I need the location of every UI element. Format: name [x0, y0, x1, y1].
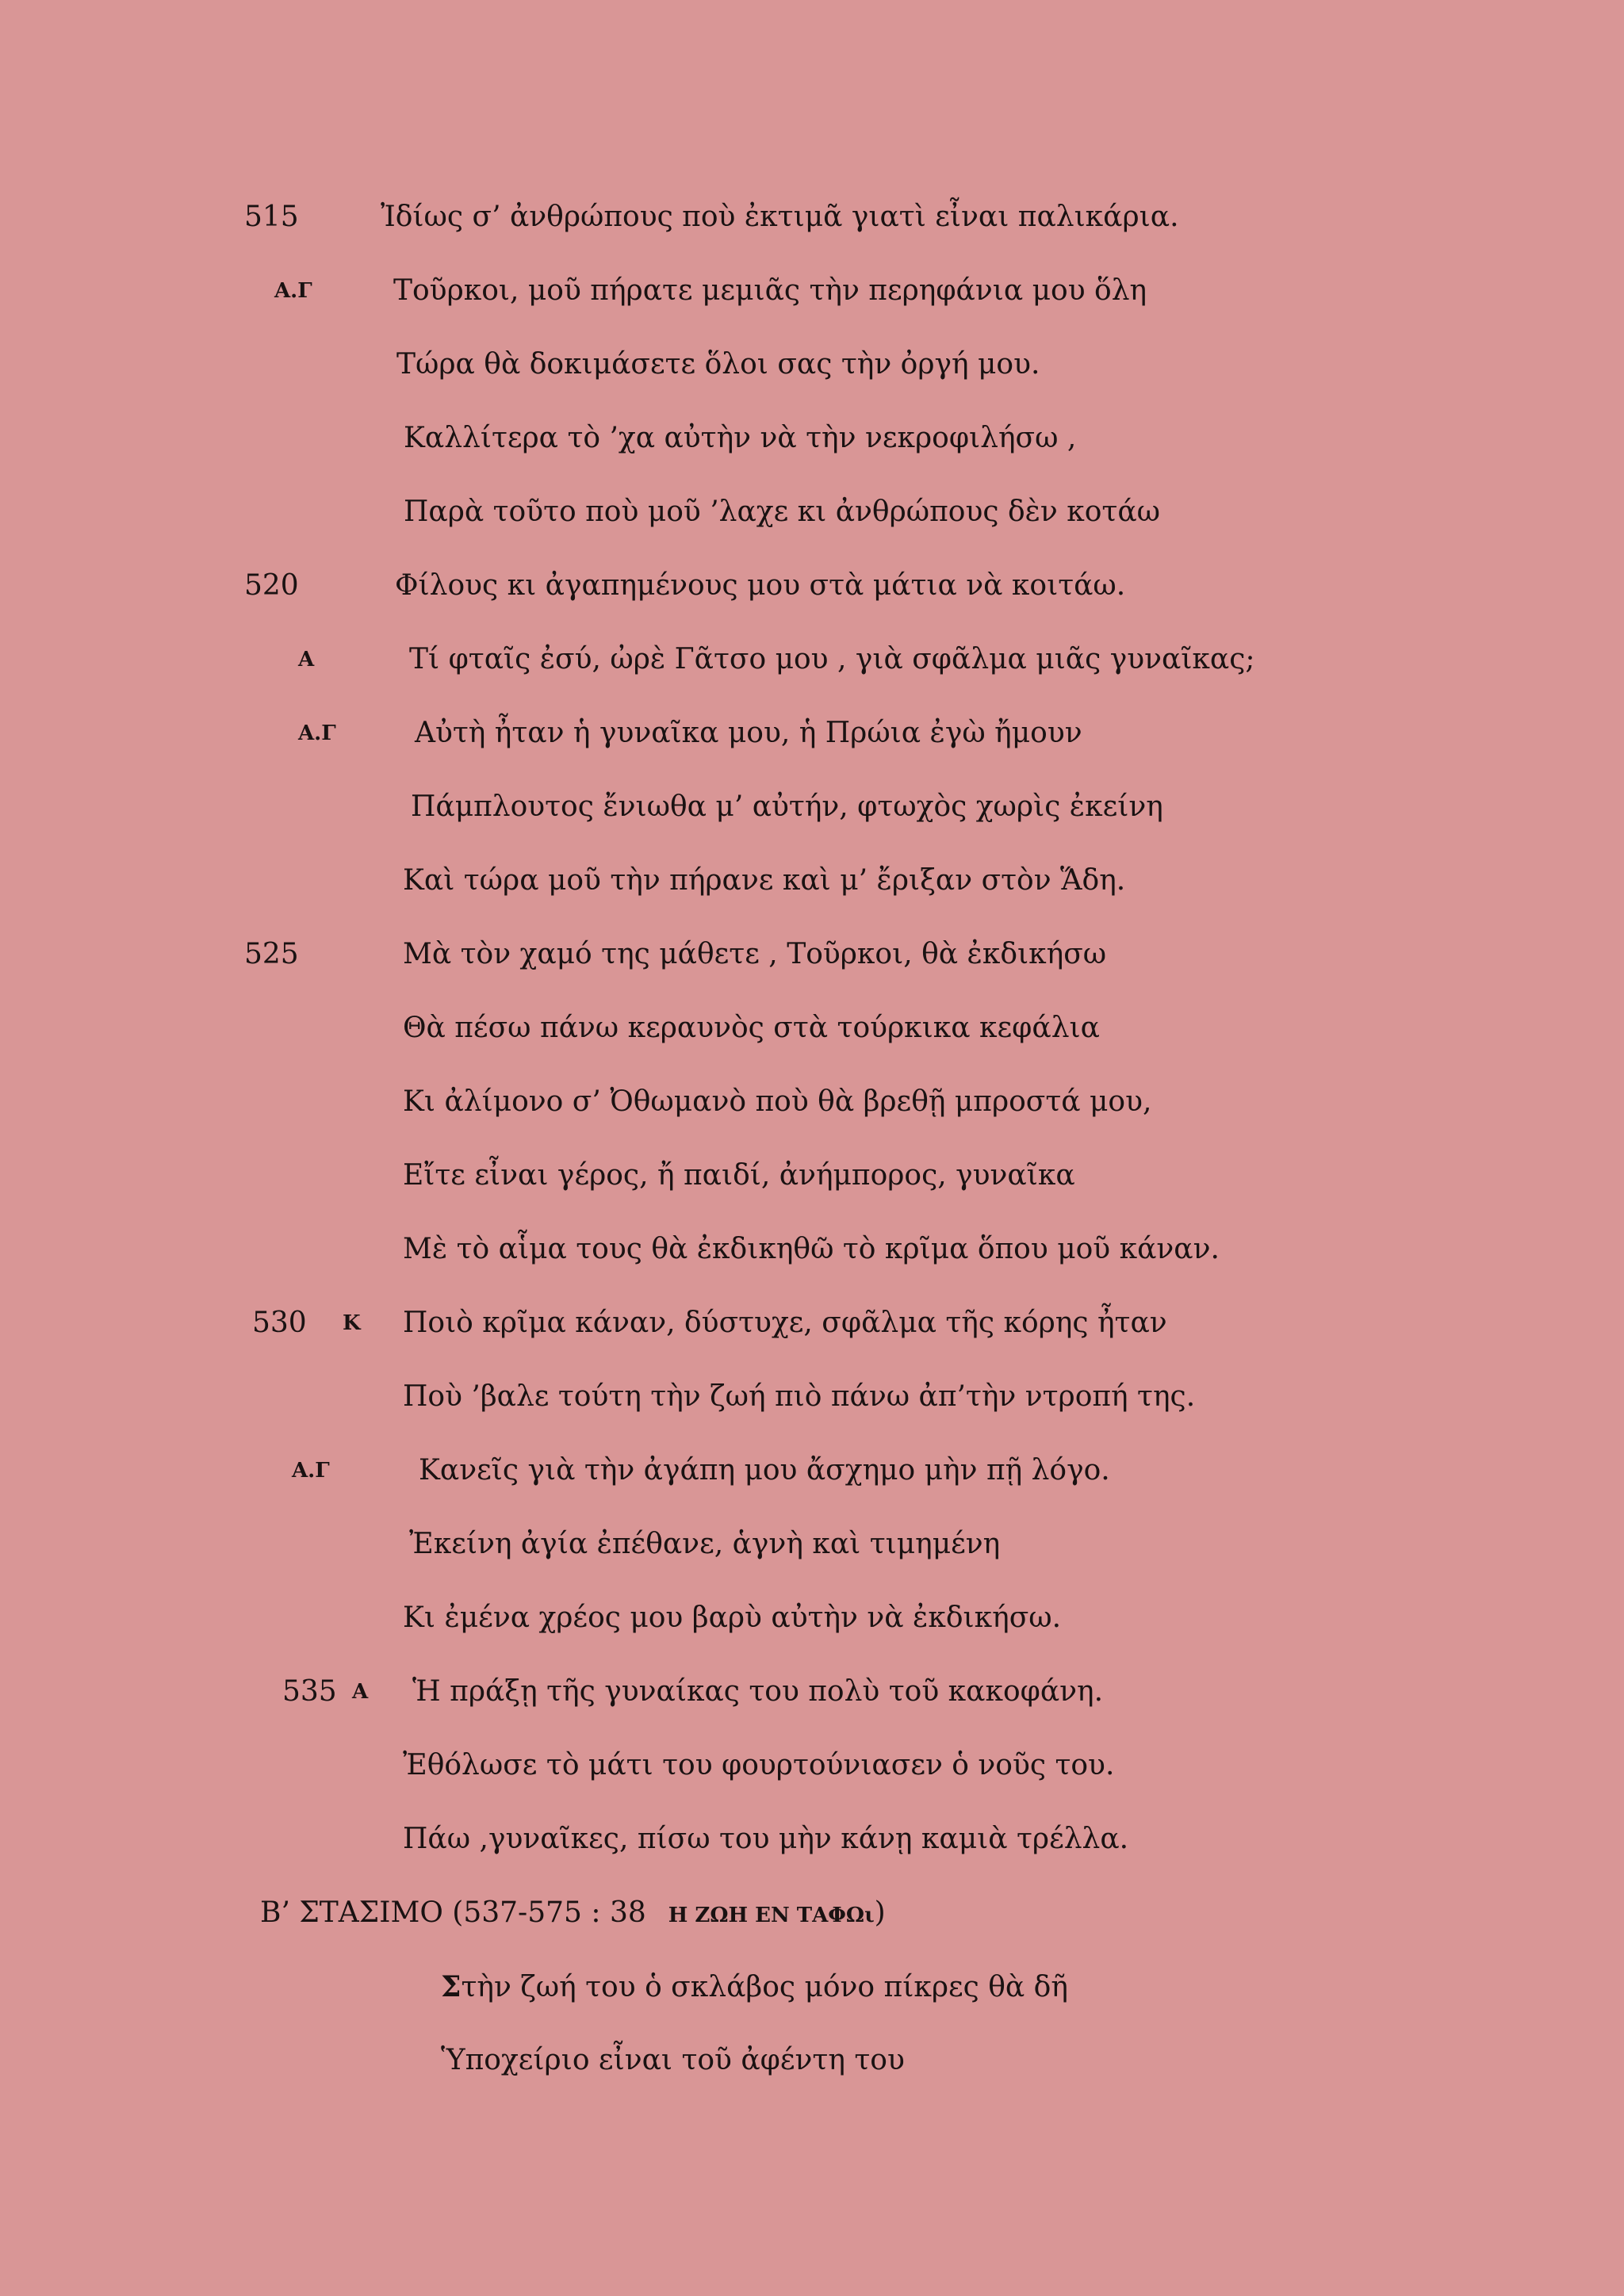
verse-text: Μὰ τὸν χαμό της μάθετε , Τοῦρκοι, θὰ ἐκδικήσω	[403, 938, 1107, 970]
verse-line	[0, 1963, 1624, 2011]
verse-line	[0, 1373, 1624, 1421]
verse-line	[0, 1668, 1624, 1716]
verse-line	[0, 1742, 1624, 1789]
speaker-label: Κ	[343, 1311, 361, 1335]
verse-text: Τί φταῖς ἐσύ, ὠρὲ Γᾶτσο μου , γιὰ σφᾶλμα μιᾶς γυναῖκας;	[409, 643, 1255, 675]
verse-text	[441, 1963, 1068, 2011]
verse-text: Ἡ πράξῃ τῆς γυναίκας του πολὺ τοῦ κακοφάνη.	[412, 1675, 1104, 1708]
verse-line	[0, 562, 1624, 610]
verse-text: Ἰδίως σ’ ἀνθρώπους ποὺ ἐκτιμᾶ γιατὶ εἶναι παλικάρια.	[381, 201, 1179, 233]
line-number: 520	[244, 569, 299, 602]
verse-text: Πάμπλουτος ἔνιωθα μ’ αὐτήν, φτωχὸς χωρὶς ἐκείνη	[411, 790, 1163, 823]
verse-line	[0, 1152, 1624, 1200]
verse-text: Ἐκείνη ἀγία ἐπέθανε, ἁγνὴ καὶ τιμημένη	[409, 1528, 1001, 1560]
verse-text: Παρὰ τοῦτο ποὺ μοῦ ’λαχε κι ἀνθρώπους δὲν κοτάω	[404, 496, 1161, 528]
stasimo-close: )	[874, 1896, 886, 1929]
speaker-label: Α.Γ	[298, 721, 336, 745]
verse-text: Καλλίτερα τὸ ’χα αὐτὴν νὰ τὴν νεκροφιλήσω ,	[404, 422, 1077, 454]
verse-text: Ποιὸ κρῖμα κάναν, δύστυχε, σφᾶλμα τῆς κόρης ἦταν	[403, 1307, 1167, 1339]
verse-line	[0, 267, 1624, 315]
verse-text: Αὐτὴ ἦταν ἡ γυναῖκα μου, ἡ Πρώια ἐγὼ ἤμουν	[415, 717, 1082, 749]
speaker-label: Α	[298, 648, 315, 672]
verse-line	[0, 1594, 1624, 1642]
verse-line	[0, 1521, 1624, 1568]
verse-line	[0, 783, 1624, 831]
verse-line	[0, 857, 1624, 905]
verse-line	[0, 931, 1624, 978]
verse-line	[0, 710, 1624, 757]
line-number: 530	[252, 1307, 307, 1339]
verse-text: Εἴτε εἶναι γέρος, ἤ παιδί, ἀνήμπορος, γυναῖκα	[403, 1159, 1075, 1192]
verse-line	[0, 2037, 1624, 2084]
verse-line	[0, 1004, 1624, 1052]
verse-line	[0, 341, 1624, 388]
line-number: 535	[282, 1675, 337, 1708]
line-number: 525	[244, 938, 299, 970]
stasimo-heading	[260, 1889, 886, 1939]
verse-text: Ἐθόλωσε τὸ μάτι του φουρτούνιασεν ὁ νοῦς του.	[403, 1749, 1115, 1781]
verse-text: Πάω ,γυναῖκες, πίσω του μὴν κάνῃ καμιὰ τρέλλα.	[403, 1823, 1129, 1855]
verse-text: Καὶ τώρα μοῦ τὴν πήρανε καὶ μ’ ἔριξαν στὸν Ἅδη.	[403, 864, 1126, 897]
verse-text: Τοῦρκοι, μοῦ πήρατε μεμιᾶς τὴν περηφάνια μου ὅλη	[393, 274, 1147, 307]
verse-line	[0, 1299, 1624, 1347]
verse-line	[0, 1816, 1624, 1863]
verse-text: Θὰ πέσω πάνω κεραυνὸς στὰ τούρκικα κεφάλια	[403, 1012, 1100, 1044]
section-heading	[0, 1889, 1624, 1937]
speaker-label: Α.Γ	[274, 279, 312, 303]
verse-line	[0, 636, 1624, 683]
initial-letter: Σ	[441, 1970, 462, 2003]
verse-line	[0, 488, 1624, 536]
speaker-label: Α.Γ	[292, 1459, 330, 1483]
verse-text: Ὑποχείριο εἶναι τοῦ ἀφέντη του	[441, 2044, 905, 2076]
verse-line	[0, 415, 1624, 462]
line-number: 515	[244, 201, 299, 233]
stasimo-heading-text: Β’ ΣΤΑΣΙΜΟ (537-575 : 38	[260, 1896, 646, 1929]
verse-line	[0, 193, 1624, 241]
verse-text: Κανεῖς γιὰ τὴν ἀγάπη μου ἄσχημο μὴν πῇ λόγο.	[419, 1454, 1110, 1487]
verse-line	[0, 1226, 1624, 1273]
verse-text: Τώρα θὰ δοκιμάσετε ὅλοι σας τὴν ὀργή μου.	[396, 348, 1040, 381]
verse-text: Ποὺ ’βαλε τούτη τὴν ζωή πιὸ πάνω ἀπ’τὴν ντροπή της.	[403, 1380, 1196, 1413]
stasimo-subtitle: Η ΖΩΗ ΕΝ ΤΑΦΩι	[668, 1904, 875, 1927]
verse-text: Μὲ τὸ αἷμα τους θὰ ἐκδικηθῶ τὸ κρῖμα ὅπου μοῦ κάναν.	[403, 1233, 1220, 1265]
verse-text: Κι ἐμένα χρέος μου βαρὺ αὐτὴν νὰ ἐκδικήσω.	[403, 1601, 1062, 1634]
speaker-label: Α	[352, 1680, 369, 1704]
verse-text: Φίλους κι ἀγαπημένους μου στὰ μάτια νὰ κοιτάω.	[395, 569, 1126, 602]
verse-text-rest: τὴν ζωή του ὁ σκλάβος μόνο πίκρες θὰ δῆ	[461, 1971, 1068, 2003]
verse-text: Κι ἀλίμονο σ’ Ὀθωμανὸ ποὺ θὰ βρεθῇ μπροστά μου,	[403, 1085, 1152, 1118]
verse-line	[0, 1078, 1624, 1126]
verse-line	[0, 1447, 1624, 1494]
